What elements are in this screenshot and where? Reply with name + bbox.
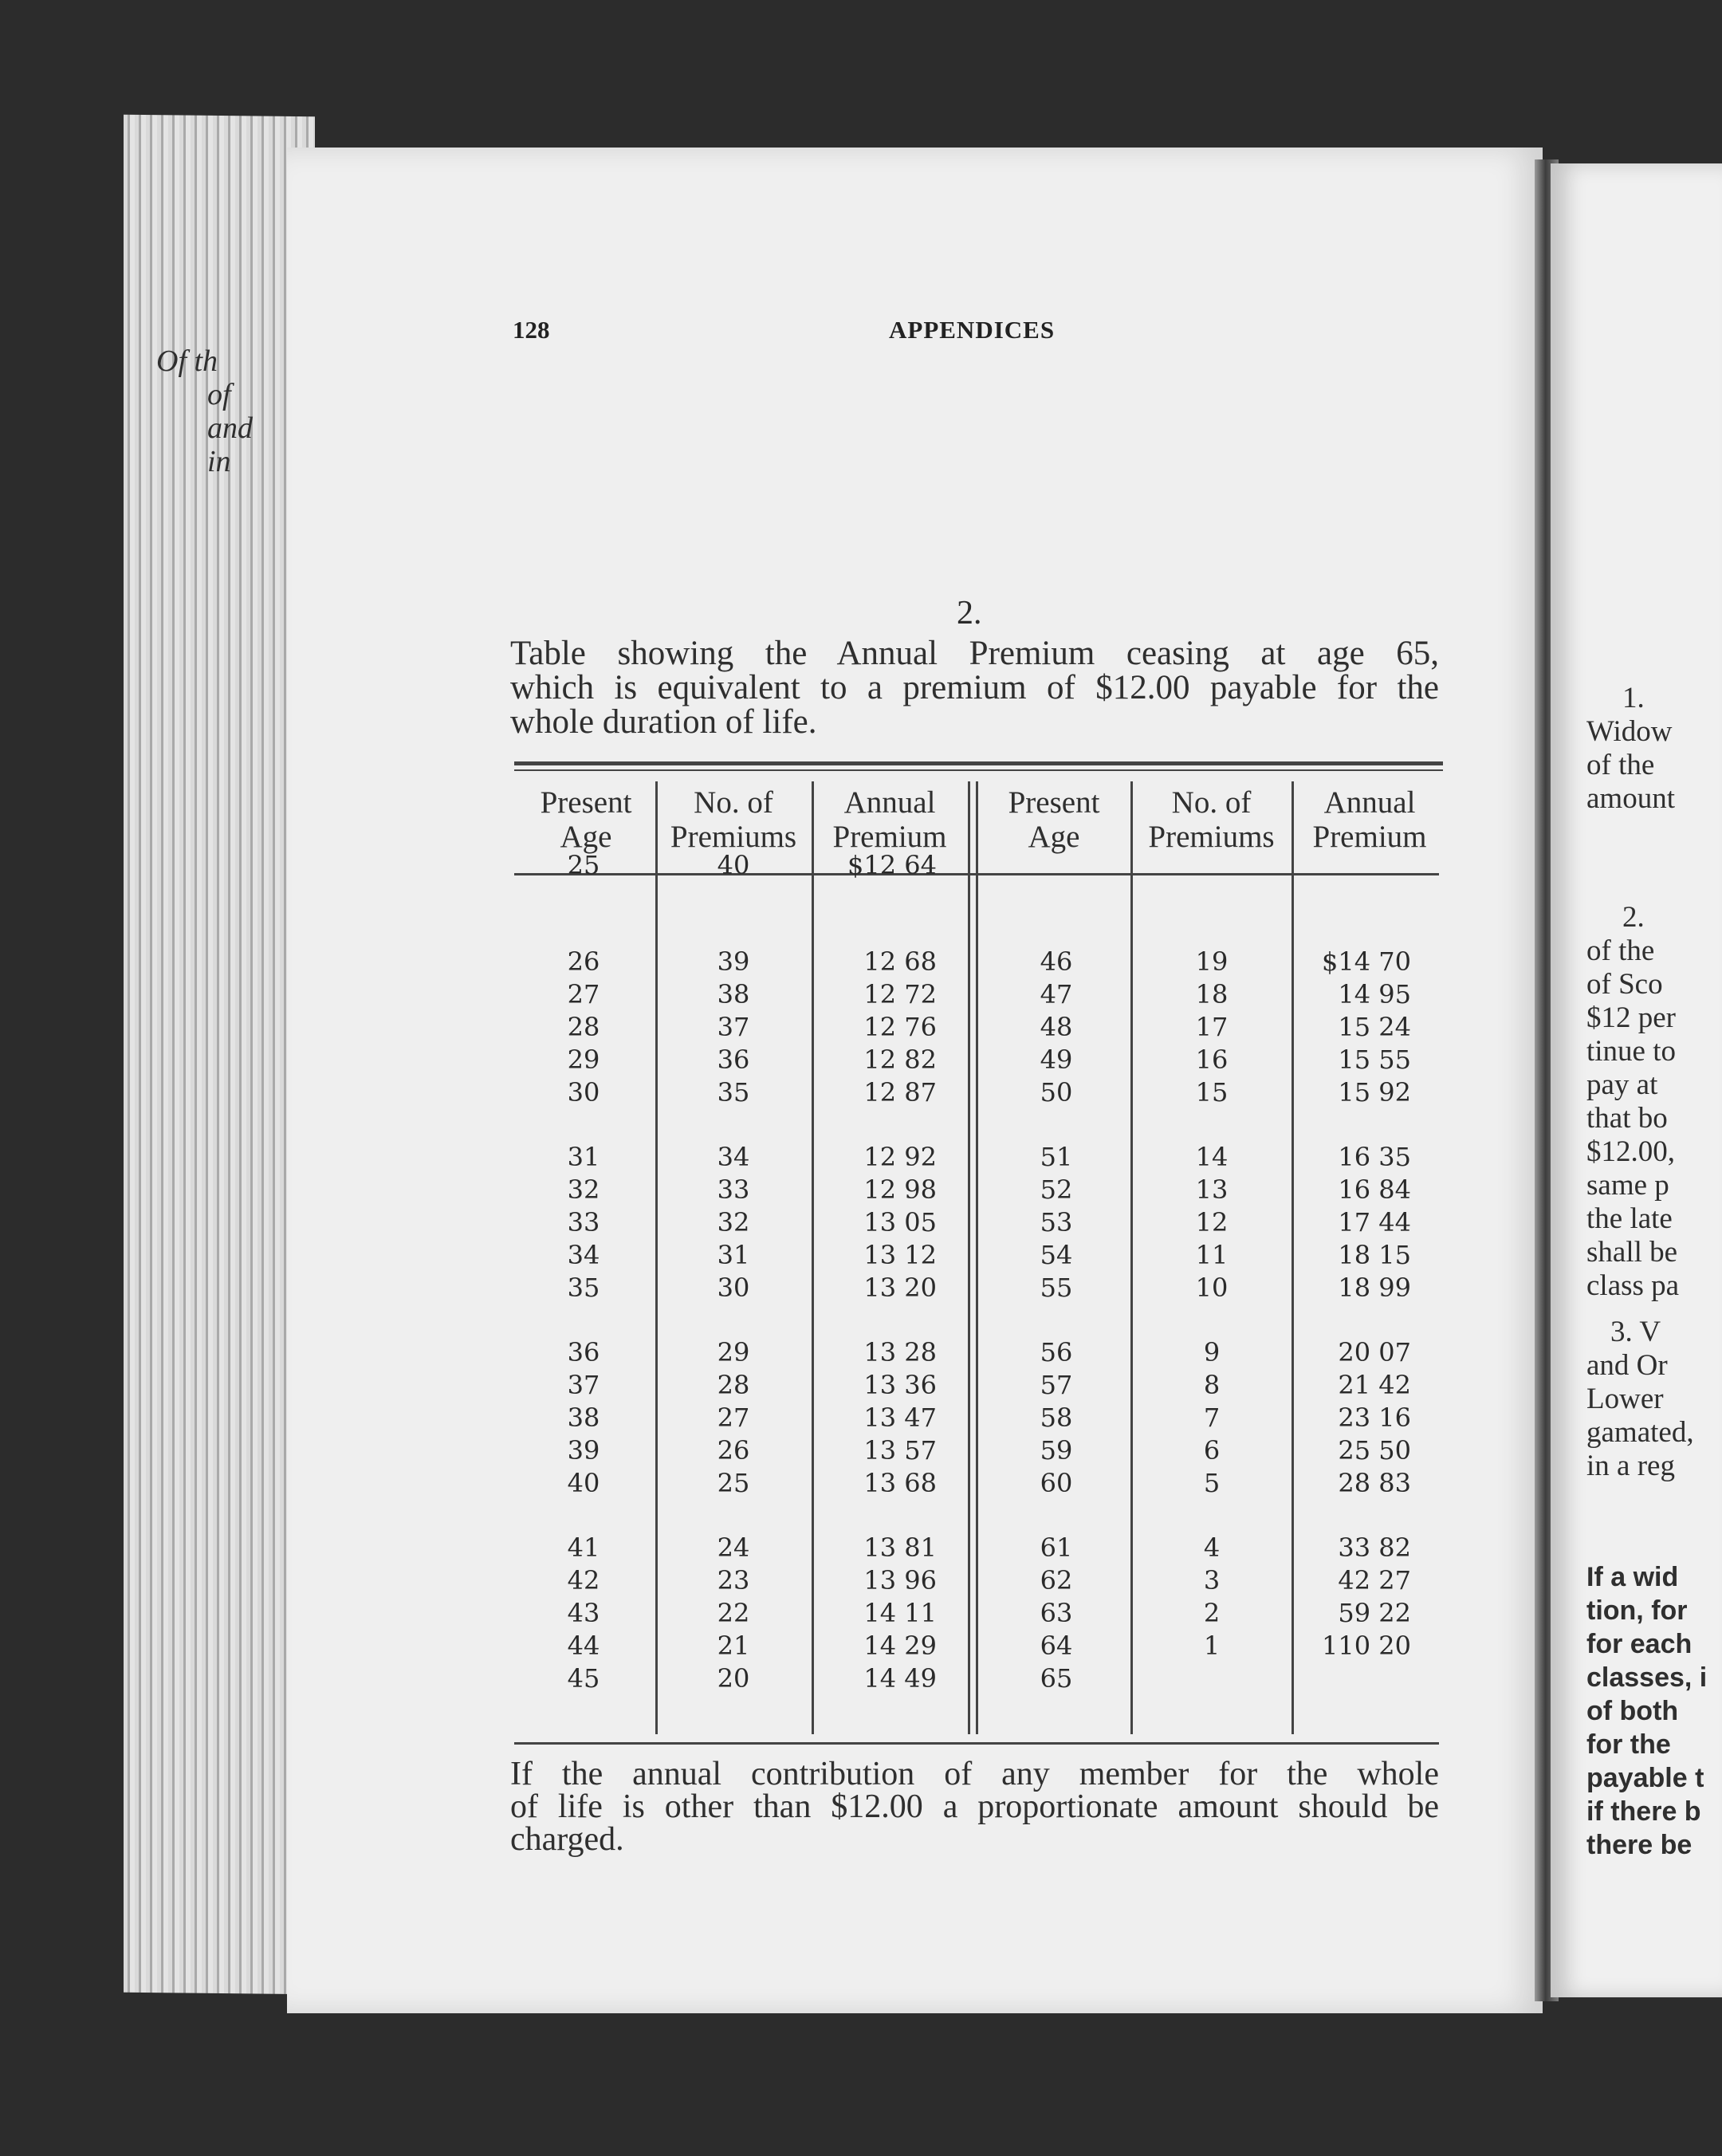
cell-present-age: 30: [567, 1077, 600, 1108]
cell-present-age: 48: [1040, 1012, 1073, 1042]
facing-page-text: 2.: [1622, 901, 1645, 934]
facing-page-text: Widow: [1586, 715, 1673, 748]
cell-no-premiums: 33: [717, 1174, 750, 1205]
table-bottom-rule: [514, 1742, 1439, 1745]
cell-present-age: 61: [1040, 1532, 1073, 1563]
closing-line: of life is other than $12.00 a proportionate amount should be: [510, 1788, 1439, 1825]
cell-present-age: 52: [1040, 1174, 1073, 1205]
closing-line: If the annual contribution of any member for the whole: [510, 1756, 1439, 1792]
header-line: Present: [540, 785, 632, 820]
cell-no-premiums: 32: [717, 1207, 750, 1237]
cell-present-age: 45: [567, 1663, 600, 1694]
facing-page-text: payable t: [1586, 1763, 1704, 1793]
cell-annual-premium: 14 95: [1338, 979, 1411, 1009]
cell-annual-premium: $12 64: [847, 850, 937, 880]
header-line: Present: [1008, 785, 1100, 820]
cell-annual-premium: 33 82: [1338, 1532, 1411, 1563]
facing-page-text: if there b: [1586, 1796, 1701, 1827]
cell-annual-premium: 15 92: [1338, 1077, 1411, 1108]
cell-present-age: 55: [1040, 1273, 1073, 1303]
cell-present-age: 58: [1040, 1403, 1073, 1433]
column-divider-double: [976, 781, 978, 1734]
cell-no-premiums: 14: [1195, 1142, 1229, 1172]
cell-present-age: 50: [1040, 1077, 1073, 1108]
header-line: Premium: [832, 820, 947, 854]
header-line: Premiums: [670, 820, 797, 854]
cell-present-age: 31: [567, 1142, 600, 1172]
cell-no-premiums: 21: [717, 1631, 750, 1661]
cell-no-premiums: 8: [1203, 1370, 1221, 1400]
cell-present-age: 60: [1040, 1468, 1073, 1498]
cell-annual-premium: 110 20: [1322, 1631, 1411, 1661]
cell-annual-premium: $14 70: [1322, 946, 1411, 977]
header-line: Annual: [843, 785, 936, 820]
page-number: 128: [513, 316, 550, 344]
facing-page-text: gamated,: [1586, 1416, 1694, 1449]
cell-no-premiums: 27: [717, 1403, 750, 1433]
cell-annual-premium: 28 83: [1338, 1468, 1411, 1498]
facing-page-text: the late: [1586, 1202, 1673, 1235]
facing-page-text: and: [207, 411, 253, 445]
cell-no-premiums: 15: [1195, 1077, 1229, 1108]
cell-no-premiums: 34: [717, 1142, 750, 1172]
cell-annual-premium: 13 47: [863, 1403, 937, 1433]
cell-no-premiums: 17: [1195, 1012, 1229, 1042]
cell-present-age: 27: [567, 979, 600, 1009]
cell-annual-premium: 13 57: [863, 1435, 937, 1466]
cell-no-premiums: 16: [1195, 1045, 1229, 1075]
cell-annual-premium: 13 96: [863, 1565, 937, 1595]
cell-no-premiums: 29: [717, 1337, 750, 1367]
cell-no-premiums: 37: [717, 1012, 750, 1042]
cell-annual-premium: 13 81: [863, 1532, 937, 1563]
cell-present-age: 38: [567, 1403, 600, 1433]
cell-present-age: 34: [567, 1240, 600, 1270]
closing-paragraph: [510, 1758, 1439, 1856]
cell-no-premiums: 12: [1195, 1207, 1229, 1237]
cell-present-age: 49: [1040, 1045, 1073, 1075]
cell-present-age: 44: [567, 1631, 600, 1661]
cell-present-age: 26: [567, 946, 600, 977]
cell-present-age: 28: [567, 1012, 600, 1042]
intro-paragraph: [510, 636, 1439, 739]
facing-page-text: of the: [1586, 934, 1655, 967]
header-line: No. of: [694, 785, 773, 820]
cell-no-premiums: 1: [1203, 1631, 1221, 1661]
facing-page-text: amount: [1586, 782, 1675, 815]
cell-no-premiums: 18: [1195, 979, 1229, 1009]
cell-annual-premium: 13 36: [863, 1370, 937, 1400]
section-number: 2.: [957, 595, 982, 631]
cell-no-premiums: 5: [1203, 1468, 1221, 1498]
cell-no-premiums: 13: [1195, 1174, 1229, 1205]
facing-page-text: tinue to: [1586, 1035, 1677, 1068]
cell-annual-premium: 12 68: [863, 946, 937, 977]
facing-page-text: class pa: [1586, 1269, 1680, 1302]
facing-page-text: 3. V: [1610, 1316, 1661, 1348]
cell-no-premiums: 40: [717, 850, 750, 880]
cell-no-premiums: 20: [717, 1663, 750, 1694]
cell-annual-premium: 12 82: [863, 1045, 937, 1075]
cell-no-premiums: 7: [1203, 1403, 1221, 1433]
facing-page-text: Lower: [1586, 1383, 1664, 1415]
cell-annual-premium: 13 20: [863, 1273, 937, 1303]
cell-present-age: 59: [1040, 1435, 1073, 1466]
cell-annual-premium: 13 05: [863, 1207, 937, 1237]
cell-annual-premium: 13 28: [863, 1337, 937, 1367]
cell-present-age: 56: [1040, 1337, 1073, 1367]
cell-no-premiums: 6: [1203, 1435, 1221, 1466]
intro-line: which is equivalent to a premium of $12.00 payable for the: [510, 669, 1439, 706]
cell-no-premiums: 26: [717, 1435, 750, 1466]
facing-page-text: for the: [1586, 1729, 1671, 1760]
cell-present-age: 33: [567, 1207, 600, 1237]
cell-annual-premium: 14 11: [863, 1598, 937, 1628]
cell-present-age: 57: [1040, 1370, 1073, 1400]
cell-present-age: 51: [1040, 1142, 1073, 1172]
facing-page-text: pay at: [1586, 1068, 1658, 1101]
cell-no-premiums: 23: [717, 1565, 750, 1595]
table-top-rule: [514, 761, 1443, 765]
cell-present-age: 41: [567, 1532, 600, 1563]
closing-line: charged.: [510, 1821, 624, 1858]
header-annual-premium: [814, 785, 965, 854]
facing-page-text: shall be: [1586, 1236, 1678, 1269]
cell-present-age: 25: [567, 850, 600, 880]
facing-page-text: of Sco: [1586, 968, 1663, 1001]
cell-present-age: 43: [567, 1598, 600, 1628]
cell-no-premiums: 11: [1195, 1240, 1229, 1270]
cell-annual-premium: 21 42: [1338, 1370, 1411, 1400]
cell-annual-premium: 14 49: [863, 1663, 937, 1694]
facing-page-text: in a reg: [1586, 1450, 1675, 1482]
cell-present-age: 40: [567, 1468, 600, 1498]
facing-page-text: in: [207, 445, 231, 478]
cell-present-age: 29: [567, 1045, 600, 1075]
facing-page-text: that bo: [1586, 1102, 1668, 1135]
cell-present-age: 32: [567, 1174, 600, 1205]
column-divider: [812, 781, 814, 1734]
cell-annual-premium: 13 12: [863, 1240, 937, 1270]
cell-annual-premium: 15 24: [1338, 1012, 1411, 1042]
cell-present-age: 64: [1040, 1631, 1073, 1661]
cell-annual-premium: 16 35: [1338, 1142, 1411, 1172]
column-divider: [1130, 781, 1133, 1734]
cell-no-premiums: 36: [717, 1045, 750, 1075]
cell-present-age: 36: [567, 1337, 600, 1367]
cell-present-age: 37: [567, 1370, 600, 1400]
cell-present-age: 42: [567, 1565, 600, 1595]
cell-annual-premium: 20 07: [1338, 1337, 1411, 1367]
cell-no-premiums: 39: [717, 946, 750, 977]
cell-annual-premium: 12 92: [863, 1142, 937, 1172]
facing-page-text: and Or: [1586, 1349, 1668, 1382]
facing-page-text: there be: [1586, 1830, 1693, 1860]
facing-page-text: for each: [1586, 1629, 1693, 1659]
facing-page-text: of: [207, 378, 231, 411]
header-present-age: [518, 785, 654, 854]
column-divider-double: [968, 781, 970, 1734]
header-annual-premium-2: [1294, 785, 1445, 854]
header-line: Age: [1028, 820, 1080, 854]
cell-annual-premium: 25 50: [1338, 1435, 1411, 1466]
cell-present-age: 63: [1040, 1598, 1073, 1628]
running-head: APPENDICES: [889, 316, 1056, 344]
header-line: Annual: [1323, 785, 1416, 820]
facing-page-text: $12 per: [1586, 1001, 1676, 1034]
cell-no-premiums: 28: [717, 1370, 750, 1400]
cell-no-premiums: 3: [1203, 1565, 1221, 1595]
header-line: Premiums: [1148, 820, 1275, 854]
facing-page-text: If a wid: [1586, 1562, 1679, 1592]
cell-no-premiums: 31: [717, 1240, 750, 1270]
cell-no-premiums: 4: [1203, 1532, 1221, 1563]
cell-no-premiums: 35: [717, 1077, 750, 1108]
cell-no-premiums: 22: [717, 1598, 750, 1628]
cell-annual-premium: 59 22: [1338, 1598, 1411, 1628]
cell-no-premiums: 19: [1195, 946, 1229, 977]
cell-present-age: 47: [1040, 979, 1073, 1009]
cell-annual-premium: 16 84: [1338, 1174, 1411, 1205]
header-line: No. of: [1171, 785, 1252, 820]
cell-no-premiums: 2: [1203, 1598, 1221, 1628]
cell-annual-premium: 14 29: [863, 1631, 937, 1661]
header-no-premiums: [658, 785, 809, 854]
header-present-age-2: [979, 785, 1129, 854]
cell-annual-premium: 12 87: [863, 1077, 937, 1108]
table-top-rule-2: [514, 769, 1443, 771]
cell-no-premiums: 30: [717, 1273, 750, 1303]
facing-page-text: $12.00,: [1586, 1135, 1675, 1168]
facing-page-text: of both: [1586, 1696, 1679, 1726]
cell-present-age: 62: [1040, 1565, 1073, 1595]
cell-annual-premium: 15 55: [1338, 1045, 1411, 1075]
cell-no-premiums: 25: [717, 1468, 750, 1498]
column-divider: [655, 781, 658, 1734]
cell-present-age: 35: [567, 1273, 600, 1303]
header-line: Premium: [1312, 820, 1427, 854]
facing-page-text: classes, i: [1586, 1662, 1708, 1693]
cell-no-premiums: 9: [1203, 1337, 1221, 1367]
cell-present-age: 39: [567, 1435, 600, 1466]
cell-annual-premium: 12 98: [863, 1174, 937, 1205]
header-line: Age: [560, 820, 612, 854]
cell-present-age: 65: [1040, 1663, 1073, 1694]
intro-line: Table showing the Annual Premium ceasing at age 65,: [510, 635, 1439, 672]
header-no-premiums-2: [1133, 785, 1290, 854]
cell-annual-premium: 42 27: [1338, 1565, 1411, 1595]
intro-line: whole duration of life.: [510, 703, 817, 741]
cell-no-premiums: 10: [1195, 1273, 1229, 1303]
cell-annual-premium: 12 72: [863, 979, 937, 1009]
cell-present-age: 54: [1040, 1240, 1073, 1270]
cell-no-premiums: 24: [717, 1532, 750, 1563]
facing-page-text: of the: [1586, 749, 1655, 781]
cell-annual-premium: 12 76: [863, 1012, 937, 1042]
cell-annual-premium: 23 16: [1338, 1403, 1411, 1433]
cell-annual-premium: 17 44: [1338, 1207, 1411, 1237]
facing-page-text: tion, for: [1586, 1595, 1688, 1626]
facing-page-text: 1.: [1622, 682, 1645, 714]
cell-present-age: 53: [1040, 1207, 1073, 1237]
cell-no-premiums: 38: [717, 979, 750, 1009]
cell-annual-premium: 18 99: [1338, 1273, 1411, 1303]
facing-page-text: Of th: [156, 344, 218, 378]
cell-present-age: 46: [1040, 946, 1073, 977]
cell-annual-premium: 13 68: [863, 1468, 937, 1498]
cell-annual-premium: 18 15: [1338, 1240, 1411, 1270]
facing-page-text: same p: [1586, 1169, 1669, 1202]
